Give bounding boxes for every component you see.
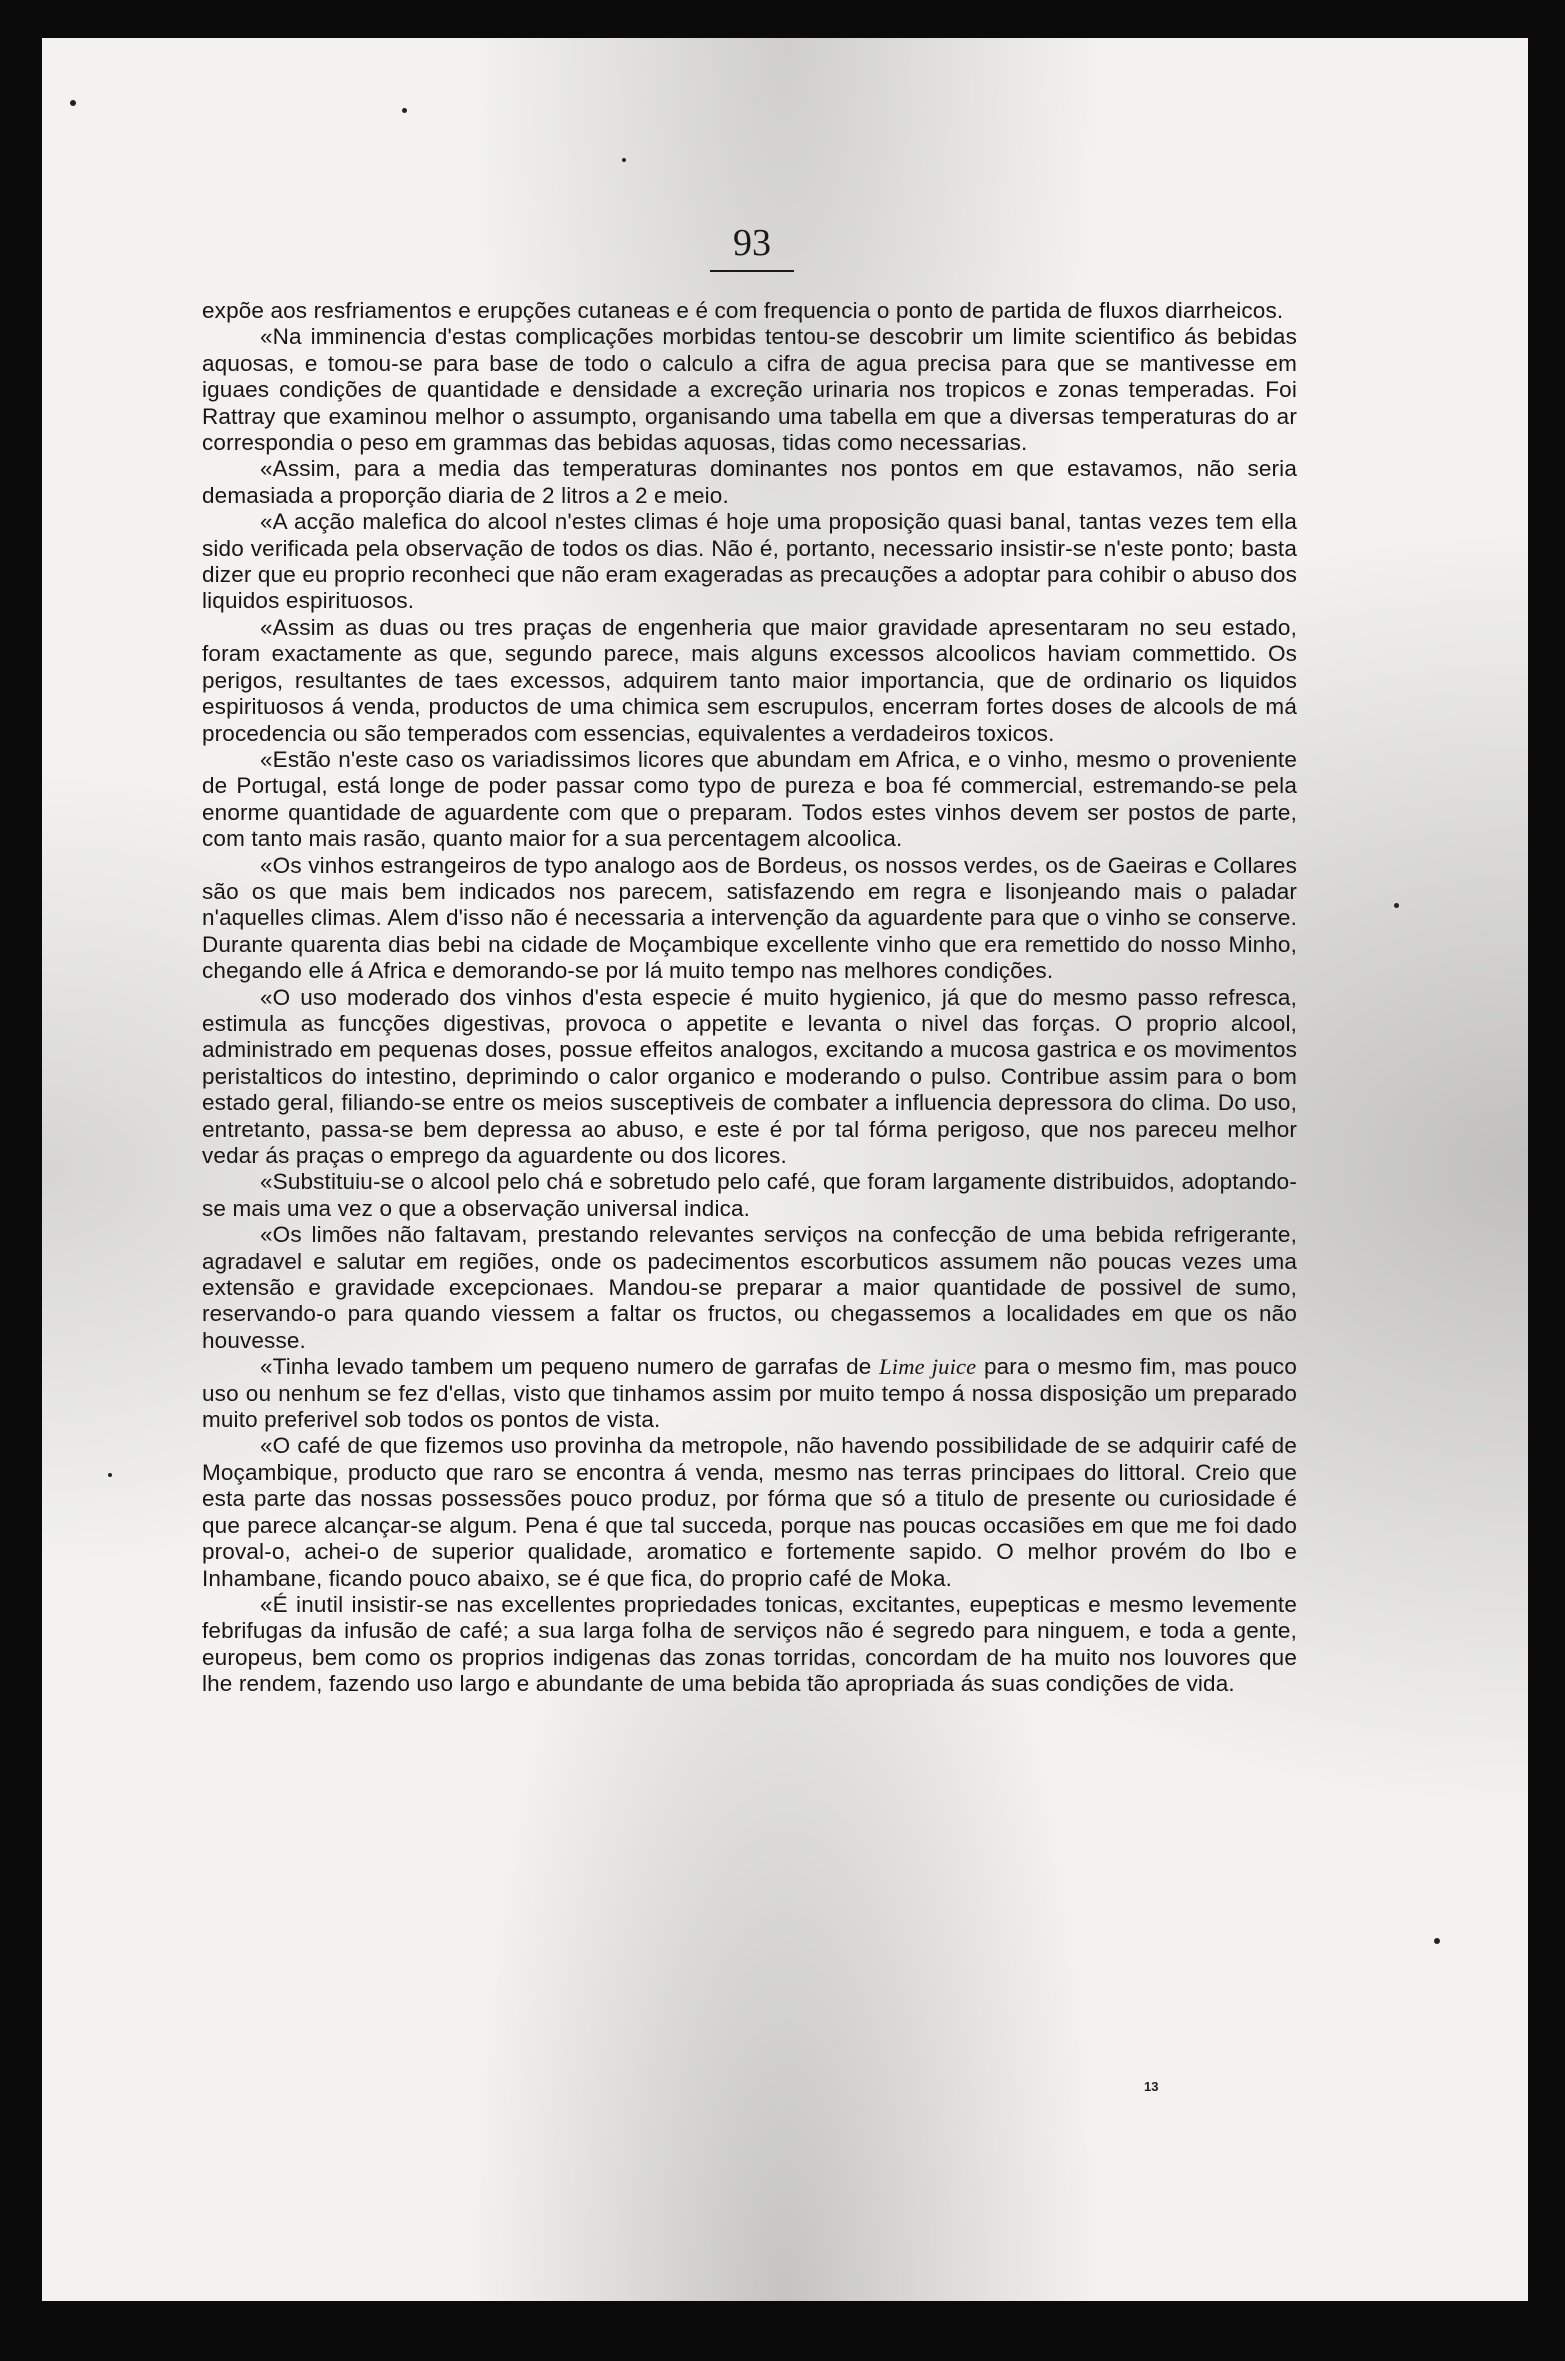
paragraph: «Estão n'este caso os variadissimos licores que abundam em Africa, e o vinho, mesmo o proveniente de Portugal, está longe de poder passar como typo de pureza e boa fé commercial, estremando-se pela enorme quantidade de aguardente com que o preparam. Todos estes vinhos devem ser postos de parte, com tanto mais rasão, quanto maior for a sua percentagem alcoolica. <box>202 746 1297 852</box>
paragraph: «Assim, para a media das temperaturas dominantes nos pontos em que estavamos, não seria demasiada a proporção diaria de 2 litros a 2 e meio. <box>202 456 1297 508</box>
paragraph <box>202 1354 1297 1433</box>
scanned-page <box>42 38 1528 2301</box>
scan-speck <box>402 108 407 113</box>
paragraph: «Substituiu-se o alcool pelo chá e sobretudo pelo café, que foram largamente distribuidos, adoptando-se mais uma vez o que a observação universal indica. <box>202 1169 1297 1221</box>
paragraph: expõe aos resfriamentos e erupções cutaneas e é com frequencia o ponto de partida de fluxos diarrheicos. <box>202 298 1284 323</box>
paragraph: «A acção malefica do alcool n'estes climas é hoje uma proposição quasi banal, tantas vezes tem ella sido verificada pela observação de todos os dias. Não é, portanto, necessario insistir-se n'este ponto; basta dizer que eu proprio reconheci que não eram exageradas as precauções a adoptar para cohibir o abuso dos liquidos espirituosos. <box>202 509 1297 614</box>
page-number-rule <box>710 270 794 272</box>
body-text <box>202 298 1297 1698</box>
paragraph: «Assim as duas ou tres praças de engenheria que maior gravidade apresentaram no seu estado, foram exactamente as que, segundo parece, mais alguns excessos alcoolicos haviam commettido. Os perigos, resultantes de taes excessos, adquirem tanto maior importancia, que de ordinario os liquidos espirituosos á venda, productos de uma chimica sem escrupulos, encerram fortes doses de alcools de má procedencia ou são temperados com essencias, equivalentes a verdadeiros toxicos. <box>202 614 1297 746</box>
paragraph: «Os vinhos estrangeiros de typo analogo aos de Bordeus, os nossos verdes, os de Gaeiras e Collares são os que mais bem indicados nos parecem, satisfazendo em regra e lisonjeando mais o paladar n'aquelles climas. Alem d'isso não é necessaria a intervenção da aguardente para que o vinho se conserve. Durante quarenta dias bebi na cidade de Moçambique excellente vinho que era remettido do nosso Minho, chegando elle á Africa e demorando-se por lá muito tempo nas melhores condições. <box>202 852 1297 984</box>
paragraph-text: para o mesmo fim, mas pouco uso ou nenhum se fez d'ellas, visto que tinhamos assim por muito tempo á nossa disposição um preparado muito preferivel sob todos os pontos de vista. <box>202 1354 1297 1433</box>
paragraph: «É inutil insistir-se nas excellentes propriedades tonicas, excitantes, eupepticas e mesmo levemente febrifugas da infusão de café; a sua larga folha de serviços não é segredo para ninguem, e toda a gente, europeus, bem como os proprios indigenas das zonas torridas, concordam de ha muito nos louvores que lhe rendem, fazendo uso largo e abundante de uma bebida tão apropriada ás suas condições de vida. <box>202 1591 1297 1697</box>
paragraph: «Na imminencia d'estas complicações morbidas tentou-se descobrir um limite scientifico ás bebidas aquosas, e tomou-se para base de todo o calculo a cifra de agua precisa para que se mantivesse em iguaes condições de quantidade e densidade a excreção urinaria nos tropicos e zonas temperadas. Foi Rattray que examinou melhor o assumpto, organisando uma tabella em que a diversas temperaturas do ar correspondia o peso em grammas das bebidas aquosas, tidas como necessarias. <box>202 324 1297 456</box>
paragraph-text: «Tinha levado tambem um pequeno numero de garrafas de <box>260 1354 880 1380</box>
signature-mark: 13 <box>1144 2079 1159 2094</box>
paragraph: «O uso moderado dos vinhos d'esta especie é muito hygienico, já que do mesmo passo refresca, estimula as funcções digestivas, provoca o appetite e levanta o nivel das forças. O proprio alcool, administrado em pequenas doses, possue effeitos analogos, excitando a mucosa gastrica e os movimentos peristalticos do intestino, deprimindo o calor organico e moderando o pulso. Contribue assim para o bom estado geral, filiando-se entre os meios susceptiveis de combater a influencia depressora do clima. Do uso, entretanto, passa-se bem depressa ao abuso, e este é por tal fórma perigoso, que nos pareceu melhor vedar ás praças o emprego da aguardente ou dos licores. <box>202 984 1297 1168</box>
paragraph: «Os limões não faltavam, prestando relevantes serviços na confecção de uma bebida refrigerante, agradavel e salutar em regiões, onde os padecimentos escorbuticos assumem não poucas vezes uma extensão e gravidade excepcionaes. Mandou-se preparar a maior quantidade de possivel de sumo, reservando-o para quando viessem a faltar os fructos, ou chegassemos a localidades em que os não houvesse. <box>202 1222 1297 1353</box>
scan-speck <box>70 100 76 106</box>
page-number: 93 <box>733 222 771 264</box>
italic-term: Lime juice <box>879 1354 977 1380</box>
paragraph: «O café de que fizemos uso provinha da metropole, não havendo possibilidade de se adquirir café de Moçambique, producto que raro se encontra á venda, mesmo nas terras principaes do littoral. Creio que esta parte das nossas possessões pouco produz, por fórma que só a titulo de presente ou curiosidade é que parece alcançar-se algum. Pena é que tal succeda, porque nas poucas occasiões em que me foi dado proval-o, achei-o de superior qualidade, aromatico e fortemente sapido. O melhor provém do Ibo e Inhambane, ficando pouco abaixo, se é que fica, do proprio café de Moka. <box>202 1433 1297 1591</box>
scan-speck <box>108 1473 112 1477</box>
scan-speck <box>1434 1938 1440 1944</box>
scan-speck <box>622 158 626 162</box>
scan-speck <box>1394 903 1399 908</box>
